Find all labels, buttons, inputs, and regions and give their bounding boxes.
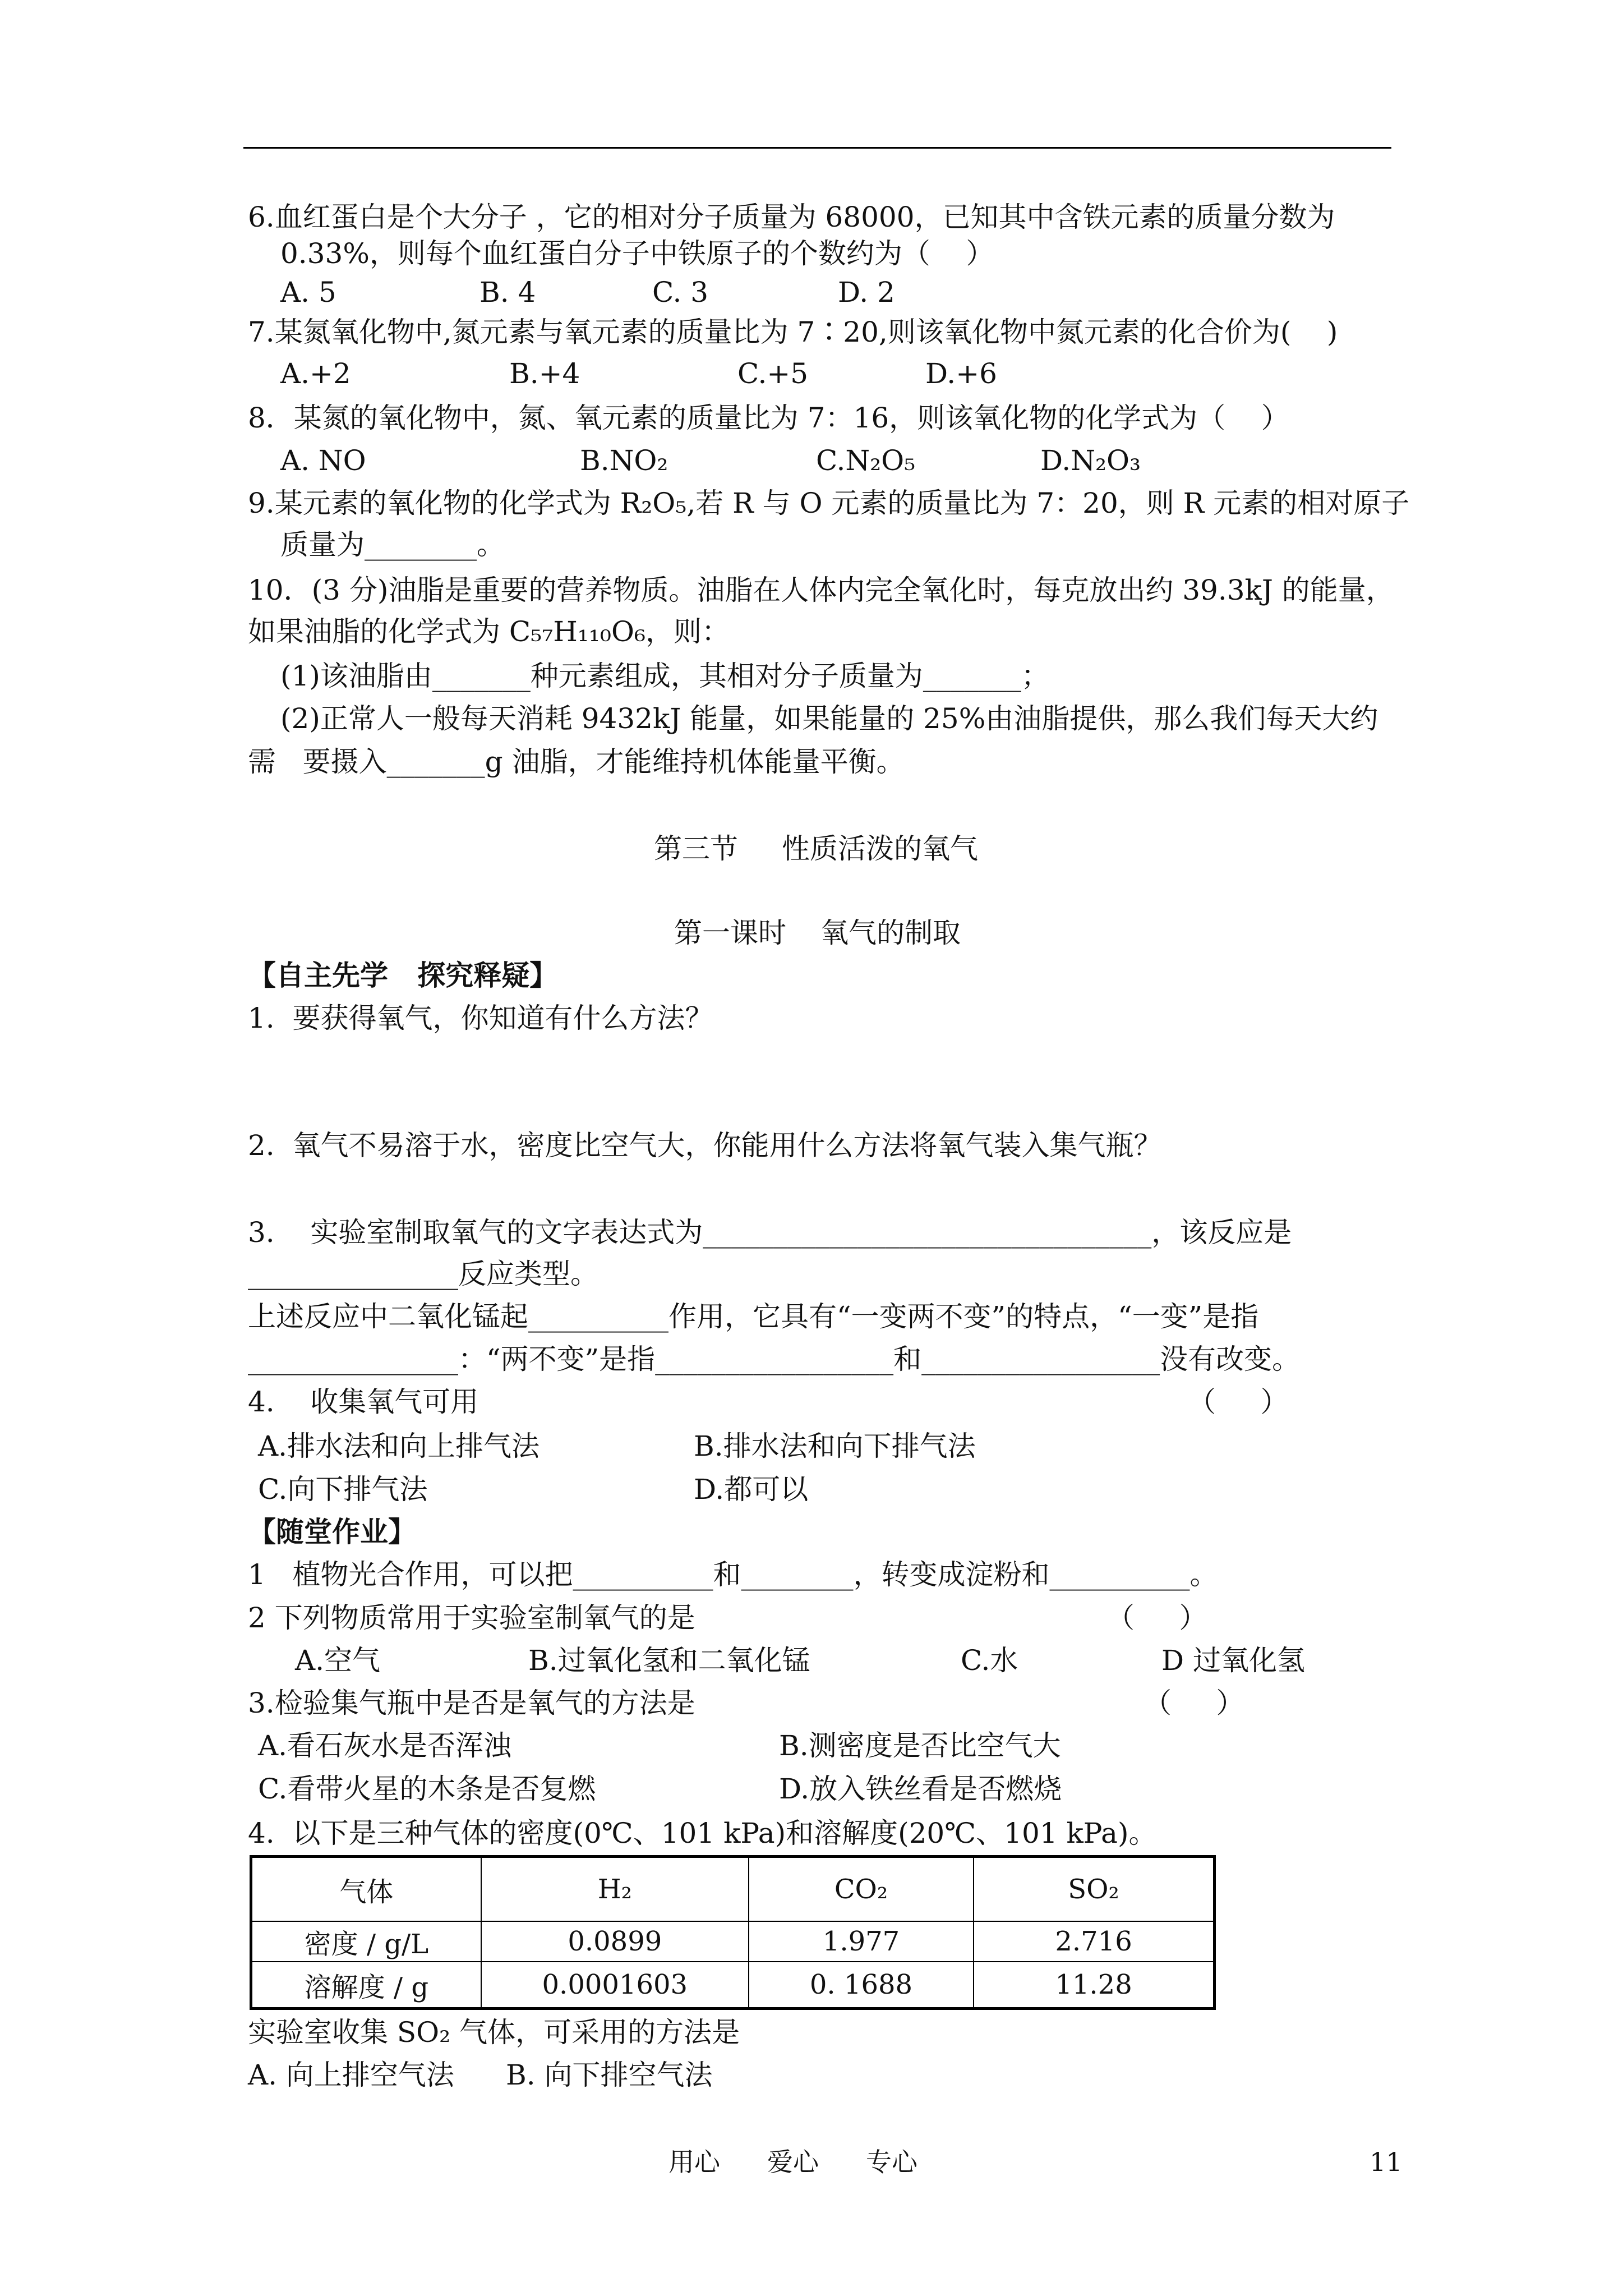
q6-option-d: D. 2 bbox=[838, 276, 895, 309]
footer-motto: 爱心 bbox=[767, 2147, 819, 2177]
table-cell: 1.977 bbox=[749, 1921, 974, 1962]
q8-option-a: A. NO bbox=[280, 444, 366, 477]
homework-h2-answer-paren: （ ） bbox=[1106, 1602, 1207, 1634]
page-number: 11 bbox=[1370, 2147, 1403, 2177]
self-study-q3-line2: _______________反应类型。 bbox=[248, 1258, 598, 1290]
self-study-q2: 2. 氧气不易溶于水，密度比空气大，你能用什么方法将氧气装入集气瓶？ bbox=[248, 1129, 1162, 1162]
q7-option-a: A.+2 bbox=[280, 357, 351, 390]
homework-h2-option-c: C.水 bbox=[961, 1644, 1018, 1677]
homework-h3-option-c: C.看带火星的木条是否复燃 bbox=[258, 1773, 596, 1805]
q8-option-b: B.NO₂ bbox=[580, 444, 668, 477]
table-cell: 密度 / g/L bbox=[251, 1921, 481, 1962]
self-study-q3-line4: _______________：“两不变”是指_________________和_________________没有改变。 bbox=[248, 1343, 1301, 1375]
table-header-cell: SO₂ bbox=[974, 1857, 1214, 1922]
self-study-q4-option-b: B.排水法和向下排气法 bbox=[694, 1430, 976, 1462]
homework-h1: 1 植物光合作用，可以把__________和________，转变成淀粉和__________。 bbox=[248, 1558, 1218, 1591]
table-cell: 2.716 bbox=[974, 1921, 1214, 1962]
homework-h4-followup: 实验室收集 SO₂ 气体，可采用的方法是 bbox=[248, 2016, 740, 2049]
table-cell: 0. 1688 bbox=[749, 1962, 974, 2009]
homework-h2: 2 下列物质常用于实验室制氧气的是 bbox=[248, 1602, 695, 1634]
q10-sub2a: (2)正常人一般每天消耗 9432kJ 能量，如果能量的 25%由油脂提供，那么我们每天大约 bbox=[280, 702, 1378, 735]
q10-sub2b: 需 要摄入_______g 油脂，才能维持机体能量平衡。 bbox=[248, 746, 905, 778]
table-header-cell: H₂ bbox=[481, 1857, 749, 1922]
q9-line2: 质量为________。 bbox=[280, 528, 505, 561]
homework-h4-option-a: A. 向上排空气法 bbox=[248, 2059, 454, 2091]
gas-properties-table bbox=[250, 1855, 1216, 2010]
homework-h3-option-d: D.放入铁丝看是否燃烧 bbox=[779, 1773, 1062, 1805]
table-cell: 0.0001603 bbox=[481, 1962, 749, 2009]
footer-motto: 用心 bbox=[668, 2147, 720, 2177]
homework-h3-answer-paren: （ ） bbox=[1144, 1687, 1244, 1719]
table-header-cell: CO₂ bbox=[749, 1857, 974, 1922]
homework-h3-option-b: B.测密度是否比空气大 bbox=[779, 1729, 1061, 1762]
homework-h2-option-d: D 过氧化氢 bbox=[1161, 1644, 1305, 1677]
self-study-q3-line3: 上述反应中二氧化锰起__________作用，它具有“一变两不变”的特点，“一变”是指 bbox=[248, 1300, 1259, 1333]
lesson-number: 第一课时 bbox=[674, 917, 786, 949]
q7-option-c: C.+5 bbox=[737, 357, 809, 390]
homework-h3-option-a: A.看石灰水是否浑浊 bbox=[258, 1729, 512, 1762]
self-study-q1: 1. 要获得氧气，你知道有什么方法？ bbox=[248, 1002, 713, 1034]
q7-option-b: B.+4 bbox=[509, 357, 580, 390]
q6-line2: 0.33%，则每个血红蛋白分子中铁原子的个数约为（ ） bbox=[280, 237, 994, 270]
self-study-q4-answer-paren: （ ） bbox=[1188, 1386, 1289, 1418]
lesson-title: 氧气的制取 bbox=[820, 917, 961, 949]
q6-option-c: C. 3 bbox=[652, 276, 709, 309]
table-cell: 11.28 bbox=[974, 1962, 1214, 2009]
table-row bbox=[251, 1921, 1215, 1962]
table-cell: 0.0899 bbox=[481, 1921, 749, 1962]
q8-option-c: C.N₂O₅ bbox=[816, 444, 916, 477]
header-rule bbox=[243, 147, 1391, 149]
footer-motto: 专心 bbox=[866, 2147, 917, 2177]
q8-option-d: D.N₂O₃ bbox=[1040, 444, 1141, 477]
homework-h2-option-b: B.过氧化氢和二氧化锰 bbox=[528, 1644, 810, 1677]
q7-option-d: D.+6 bbox=[925, 357, 997, 390]
homework-heading: 【随堂作业】 bbox=[248, 1515, 416, 1548]
self-study-q4-option-c: C.向下排气法 bbox=[258, 1473, 428, 1506]
q10-sub1: (1)该油脂由_______种元素组成，其相对分子质量为_______； bbox=[280, 660, 1049, 692]
q6-option-b: B. 4 bbox=[479, 276, 536, 309]
section-title: 性质活泼的氧气 bbox=[782, 832, 978, 865]
q8-line1: 8．某氮的氧化物中，氮、氧元素的质量比为 7：16，则该氧化物的化学式为（ ） bbox=[248, 402, 1289, 434]
q7-line1: 7.某氮氧化物中,氮元素与氧元素的质量比为 7∶20,则该氧化物中氮元素的化合价为( ) bbox=[248, 316, 1338, 348]
homework-h4: 4. 以下是三种气体的密度(0℃、101 kPa)和溶解度(20℃、101 kPa)。 bbox=[248, 1817, 1157, 1849]
homework-h4-option-b: B. 向下排空气法 bbox=[506, 2059, 713, 2091]
homework-h2-option-a: A.空气 bbox=[295, 1644, 381, 1677]
q9-line1: 9.某元素的氧化物的化学式为 R₂O₅,若 R 与 O 元素的质量比为 7：20，则 R 元素的相对原子 bbox=[248, 487, 1410, 519]
self-study-q3-line1: 3. 实验室制取氧气的文字表达式为________________________________，该反应是 bbox=[248, 1216, 1292, 1249]
homework-h3: 3.检验集气瓶中是否是氧气的方法是 bbox=[248, 1687, 695, 1719]
table-header-row bbox=[251, 1857, 1215, 1922]
table-header-cell: 气体 bbox=[251, 1857, 481, 1922]
self-study-heading: 【自主先学 探究释疑】 bbox=[248, 959, 558, 992]
table-cell: 溶解度 / g bbox=[251, 1962, 481, 2009]
self-study-q4-option-a: A.排水法和向上排气法 bbox=[258, 1430, 540, 1462]
q6-line1: 6.血红蛋白是个大分子 ，它的相对分子质量为 68000，已知其中含铁元素的质量分数为 bbox=[248, 201, 1335, 233]
self-study-q4-option-d: D.都可以 bbox=[694, 1473, 809, 1506]
section-chapter: 第三节 bbox=[654, 832, 738, 865]
table-row bbox=[251, 1962, 1215, 2009]
q10-line1: 10．(3 分)油脂是重要的营养物质。油脂在人体内完全氧化时，每克放出约 39.3kJ 的能量， bbox=[248, 574, 1394, 606]
self-study-q4: 4. 收集氧气可用 bbox=[248, 1386, 479, 1418]
q10-line2: 如果油脂的化学式为 C₅₇H₁₁₀O₆，则： bbox=[248, 615, 730, 648]
q6-option-a: A. 5 bbox=[280, 276, 336, 309]
